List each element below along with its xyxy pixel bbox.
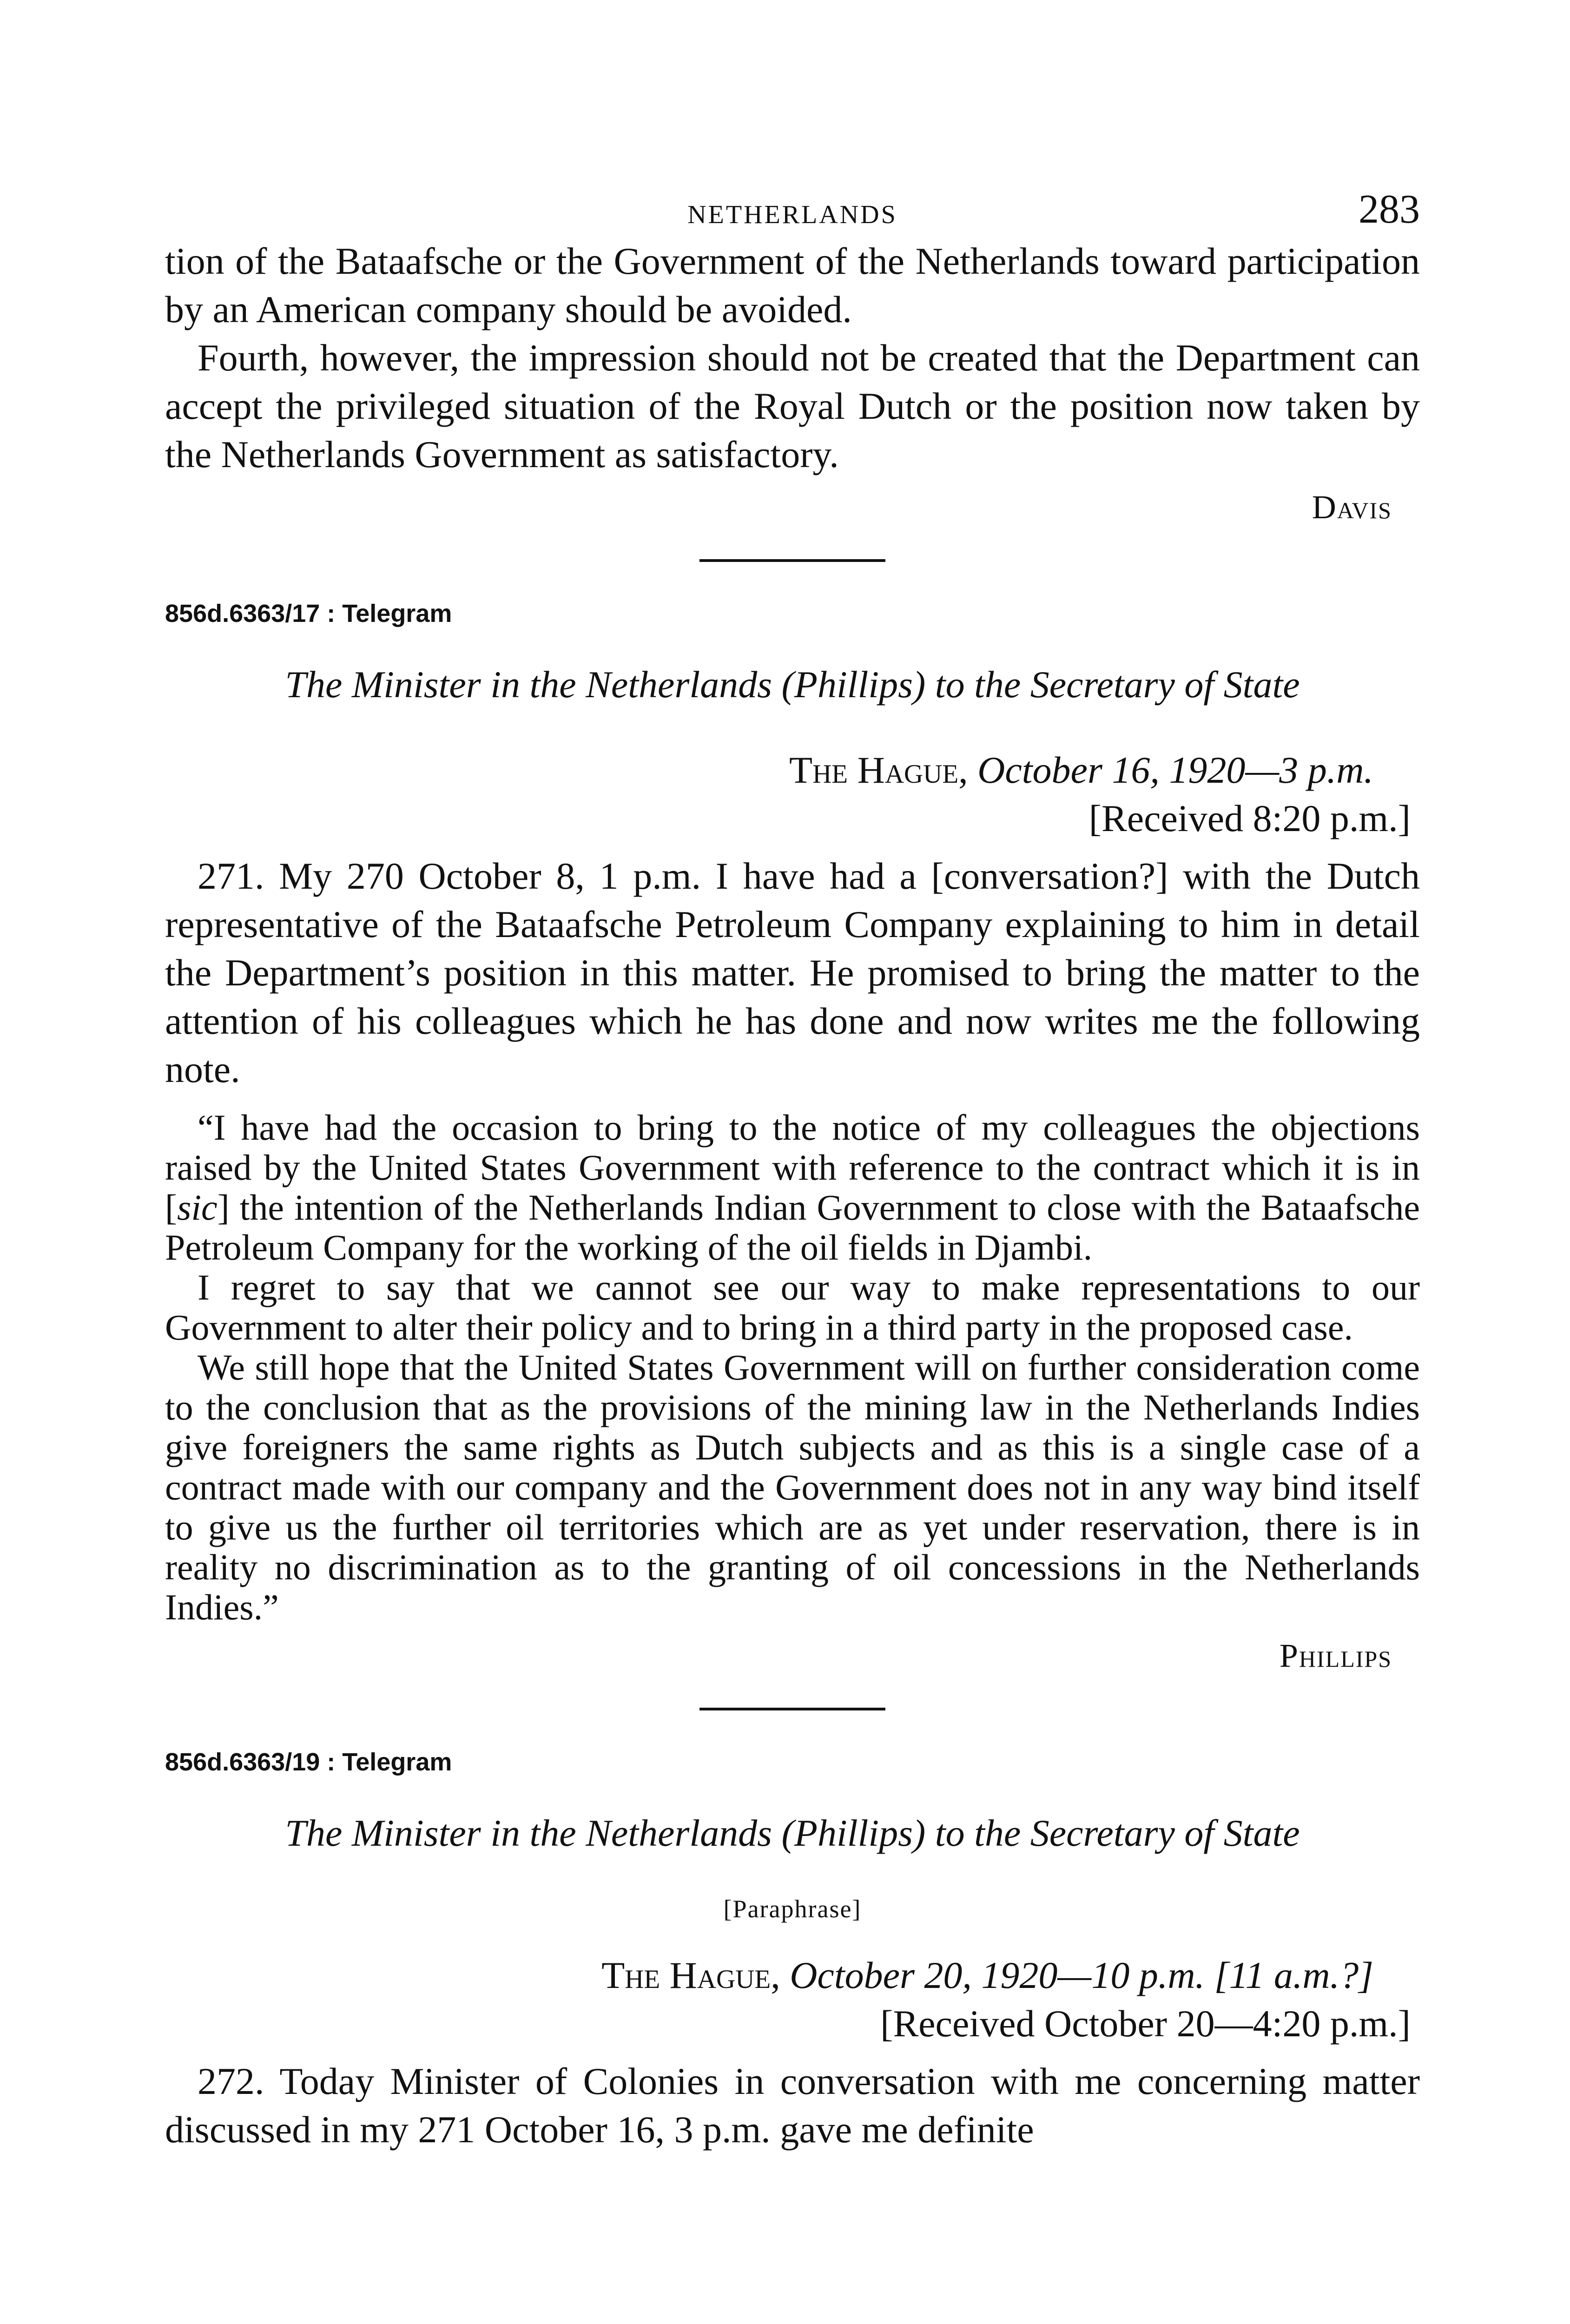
document-title: The Minister in the Netherlands (Phillips) to the Secretary of State	[285, 1812, 1300, 1854]
received-note: [Received 8:20 p.m.]	[1088, 797, 1411, 839]
quoted-note	[165, 1108, 1420, 1627]
section-divider	[699, 559, 885, 562]
page-number: 283	[1359, 187, 1420, 232]
quote-paragraph: I regret to say that we cannot see our way to make representations to our Government to alter their policy and to bring in a third party in the proposed case.	[165, 1267, 1420, 1347]
dateline-place: The Hague,	[789, 749, 968, 791]
running-header	[165, 186, 1420, 237]
quote-paragraph: We still hope that the United States Government will on further consideration come to the conclusion that as the provisions of the mining law in the Netherlands Indies give foreigners the same rights as Dutch subjects and as this is a single case of a contract made with our company and the Government does not in any way bind itself to give us the further oil territories which are as yet under reservation, there is in reality no discrimination as to the granting of oil concessions in the Netherlands Indies.”	[165, 1347, 1420, 1627]
dateline-date: October 20, 1920—10 p.m. [11 a.m.?]	[790, 1954, 1373, 1996]
signature-phillips: Phillips	[1279, 1637, 1392, 1674]
signature-davis: Davis	[1312, 489, 1392, 526]
quote-text: ] the intention of the Netherlands Indian Government to close with the Bataafsche Petroleum Company for the working of the oil fields in Djambi.	[165, 1187, 1420, 1268]
running-title: NETHERLANDS	[687, 200, 897, 229]
dateline-date: October 16, 1920—3 p.m.	[977, 749, 1373, 791]
dateline	[165, 746, 1373, 794]
file-reference: 856d.6363/19 : Telegram	[165, 1748, 452, 1776]
paragraph-continued: tion of the Bataafsche or the Government of the Netherlands toward participation by an American company should be avoided.	[165, 240, 1420, 330]
sic-marker: sic	[177, 1187, 218, 1228]
dateline	[165, 1951, 1373, 2000]
telegram-body: 272. Today Minister of Colonies in conversation with me concerning matter discussed in my 271 October 16, 3 p.m. gave me definite	[165, 2060, 1420, 2151]
paraphrase-note: [Paraphrase]	[723, 1895, 862, 1923]
document-title: The Minister in the Netherlands (Phillips) to the Secretary of State	[285, 663, 1300, 706]
telegram-body: 271. My 270 October 8, 1 p.m. I have had a [conversation?] with the Dutch representative of the Bataafsche Petroleum Company explaining to him in detail the Department’s position in this matter. He promised to bring the matter to the attention of his colleagues which he has done and now writes me the following note.	[165, 855, 1420, 1090]
dateline-place: The Hague,	[601, 1954, 780, 1996]
paragraph-fourth: Fourth, however, the impression should not be created that the Department can accept the privileged situation of the Royal Dutch or the position now taken by the Netherlands Government as satisfactory.	[165, 337, 1420, 475]
received-note: [Received October 20—4:20 p.m.]	[880, 2002, 1411, 2045]
file-reference: 856d.6363/17 : Telegram	[165, 600, 452, 627]
section-divider	[699, 1708, 885, 1710]
quote-text: “I have had the occasion to bring to the notice of my colleagues the objections raised by the United States Government with reference to the contract which it is in [	[165, 1107, 1420, 1228]
document-page	[165, 186, 1420, 2154]
quote-paragraph	[165, 1108, 1420, 1268]
